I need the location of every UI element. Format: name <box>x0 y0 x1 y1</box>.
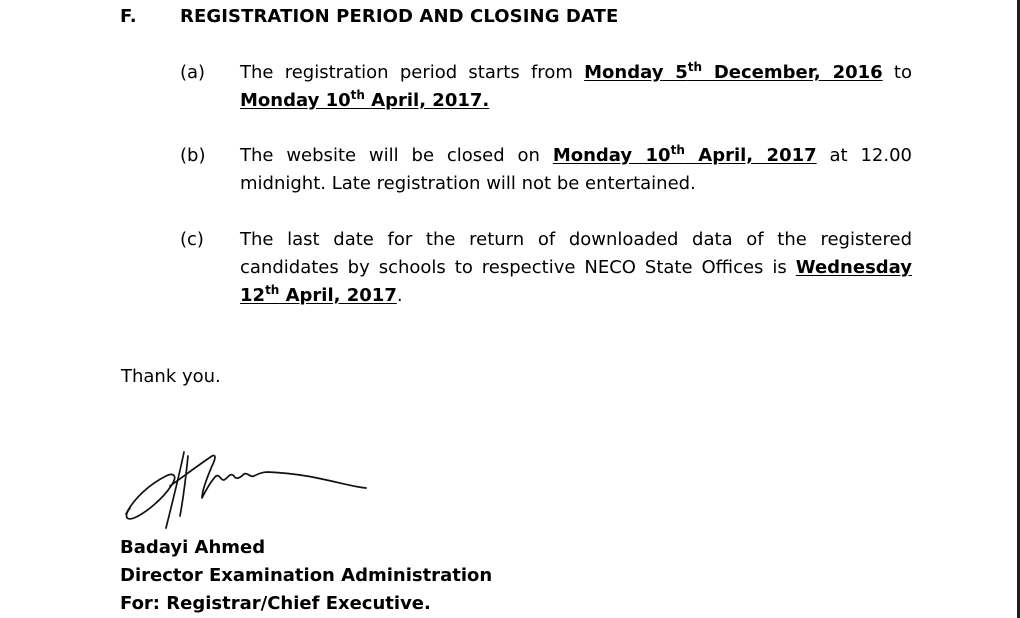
closing-remark: Thank you. <box>121 366 221 387</box>
handwritten-signature <box>116 446 376 536</box>
item-text-part: The website will be closed on <box>240 145 553 166</box>
end-date-day: Monday 10 <box>240 90 351 111</box>
item-label: (a) <box>180 62 206 83</box>
section-heading <box>120 6 618 27</box>
list-item-b <box>180 142 912 198</box>
closing-date-suffix: th <box>670 143 685 157</box>
item-text-part: The registration period starts from <box>240 62 585 83</box>
end-date-month-year: April, 2017. <box>364 90 490 111</box>
item-text-part: . <box>396 285 403 306</box>
start-date-day: Monday 5 <box>584 62 688 83</box>
section-title: REGISTRATION PERIOD AND CLOSING DATE <box>180 6 619 27</box>
signatory-name: Badayi Ahmed <box>120 537 266 558</box>
closing-date-month-year: April, 2017 <box>684 145 817 166</box>
start-date-month-year: December, 2016 <box>702 62 883 83</box>
end-date-suffix: th <box>350 88 365 102</box>
return-date-month-year: April, 2017 <box>279 285 397 306</box>
item-text <box>240 226 912 310</box>
start-date-suffix: th <box>687 60 703 74</box>
item-label: (b) <box>180 145 206 166</box>
item-text <box>240 59 912 115</box>
end-date <box>240 90 489 111</box>
closing-date <box>553 145 817 166</box>
list-item-c <box>180 226 912 310</box>
signatory-title: Director Examination Administration <box>120 565 493 586</box>
item-text-part: to <box>882 62 912 83</box>
list-item-a <box>180 59 912 115</box>
item-text-part: The last date for the return of downloaded data of the registered candidates by schools to respective NECO State Offices is <box>240 229 912 278</box>
return-date-suffix: th <box>265 283 280 297</box>
item-label: (c) <box>180 229 204 250</box>
signature-block <box>120 534 492 618</box>
item-text-part: at 12.00 midnight. Late registration will not be entertained. <box>240 145 912 194</box>
item-text <box>240 142 912 198</box>
closing-date-day: Monday 10 <box>552 145 671 166</box>
section-letter: F. <box>120 6 137 27</box>
start-date <box>584 62 883 83</box>
signatory-for: For: Registrar/Chief Executive. <box>120 593 431 614</box>
return-date-day: Wednesday 12 <box>240 257 912 306</box>
